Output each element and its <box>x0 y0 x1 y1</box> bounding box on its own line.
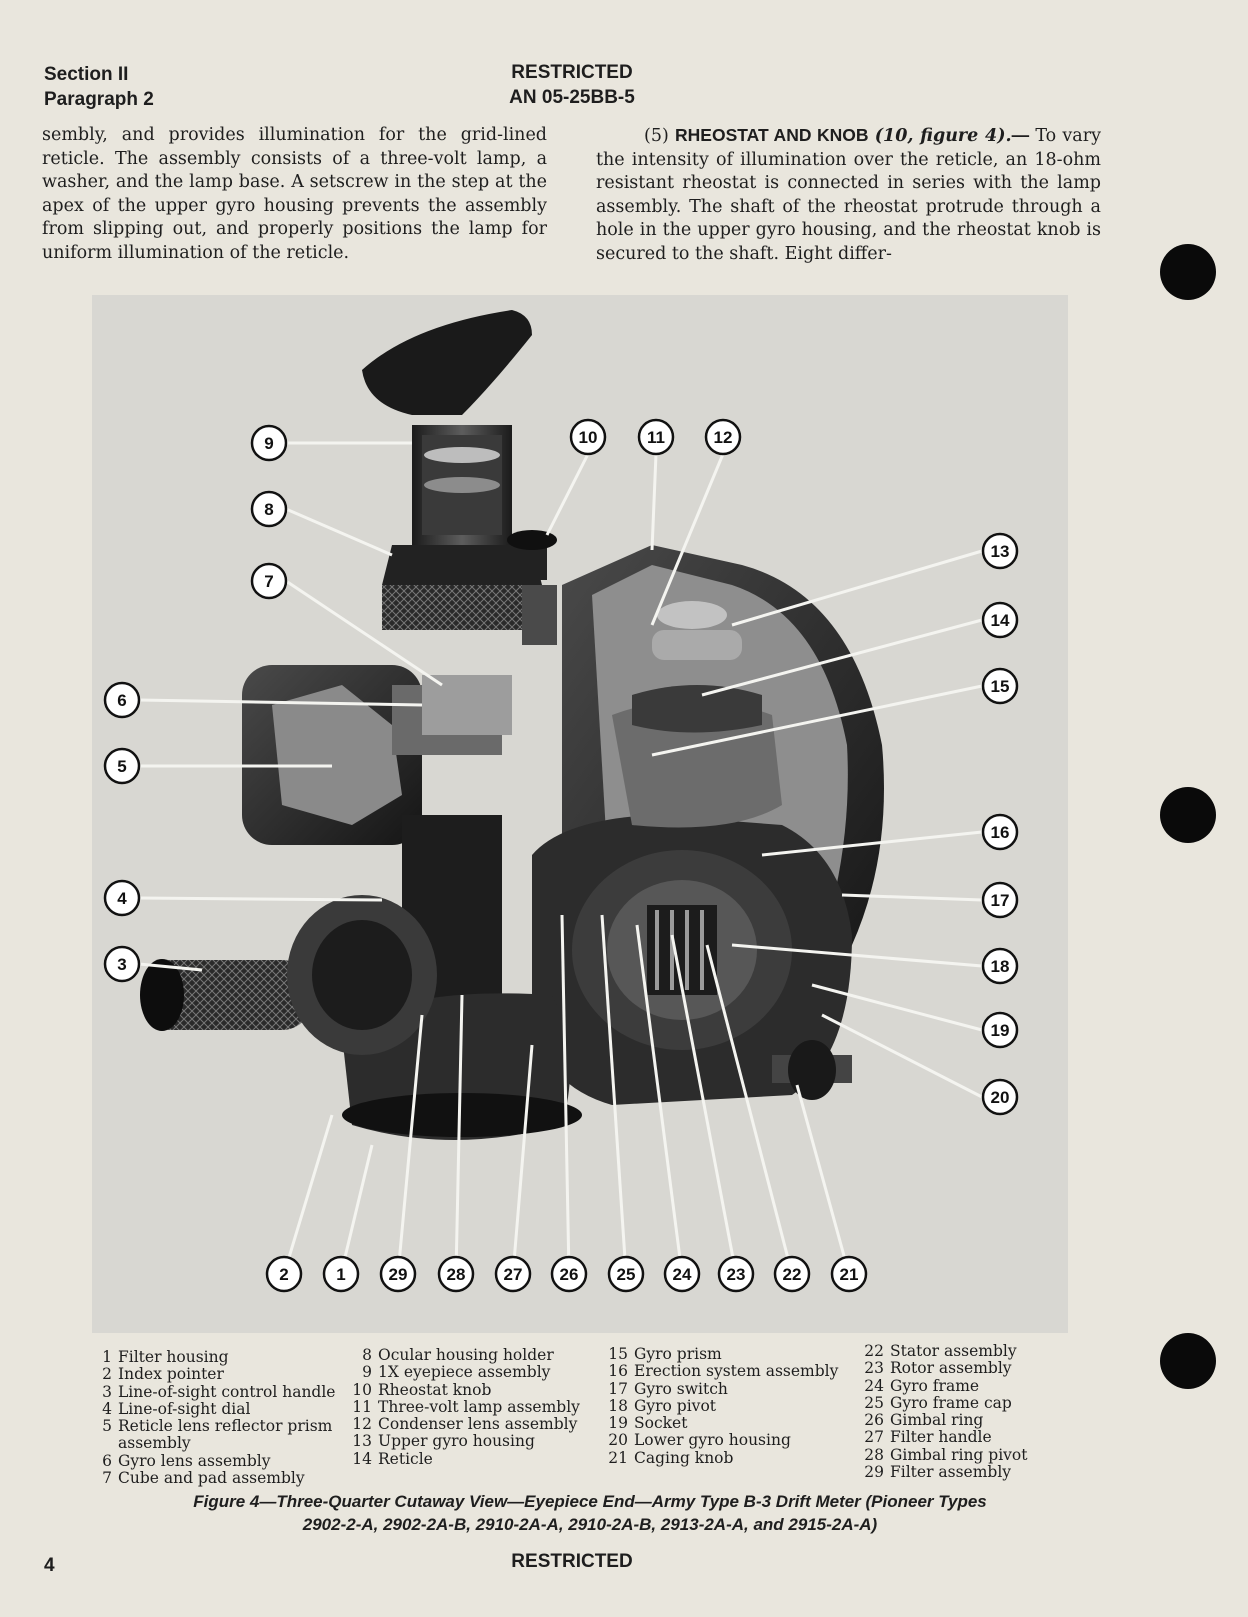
legend-item: 4 Line-of-sight dial <box>102 1399 251 1418</box>
callout-20 <box>983 1080 1017 1114</box>
page-header-center <box>472 60 672 110</box>
callout-15 <box>983 669 1017 703</box>
figure-reference: (10, figure 4). <box>874 126 1012 146</box>
legend-item: 13 Upper gyro housing <box>352 1432 535 1451</box>
binder-hole-2 <box>1160 787 1216 843</box>
svg-text:6: 6 <box>117 691 127 710</box>
legend-item-continuation: assembly <box>118 1434 191 1453</box>
callout-26 <box>552 1257 586 1291</box>
callout-25 <box>609 1257 643 1291</box>
svg-text:11: 11 <box>647 428 665 447</box>
legend-item: 23 Rotor assembly <box>864 1359 1012 1378</box>
legend-item: 15 Gyro prism <box>608 1345 722 1363</box>
body-column-left <box>42 124 547 265</box>
callout-28 <box>439 1257 473 1291</box>
callout-29 <box>381 1257 415 1291</box>
svg-text:8: 8 <box>264 500 274 519</box>
svg-text:18: 18 <box>990 957 1010 976</box>
svg-text:13: 13 <box>990 542 1010 561</box>
legend-item: 12 Condenser lens assembly <box>352 1415 578 1434</box>
legend-item: 1 Filter housing <box>102 1348 229 1366</box>
legend-item: 2 Index pointer <box>102 1365 224 1384</box>
legend-item: 20 Lower gyro housing <box>608 1431 791 1450</box>
legend-column-3 <box>608 1346 838 1467</box>
subsection-heading: RHEOSTAT AND KNOB <box>675 125 869 145</box>
svg-text:20: 20 <box>990 1088 1010 1107</box>
section-label: Section II <box>44 64 129 85</box>
body-column-right <box>596 124 1101 266</box>
eyecup-shape <box>362 310 532 415</box>
body-text-left: sembly, and provides illumination for the grid-lined reticle. The assembly consists of a three-volt lamp, a washer, and the lamp base. A setscrew in the step at the apex of the upper gyro housing prevents the assembly from slipping out, and properly positions the lamp for uniform illumination of the reticle. <box>42 125 547 263</box>
legend-item: 5 Reticle lens reflector prism <box>102 1417 333 1436</box>
legend-column-1 <box>92 1349 335 1487</box>
svg-text:25: 25 <box>616 1265 636 1284</box>
classification-marking-bottom: RESTRICTED <box>511 1551 633 1572</box>
callout-6 <box>105 683 139 717</box>
page-header-section <box>44 62 154 112</box>
svg-text:29: 29 <box>388 1265 408 1284</box>
legend-item: 19 Socket <box>608 1414 688 1433</box>
legend-item: 21 Caging knob <box>608 1448 734 1467</box>
figure-caption <box>100 1490 1080 1536</box>
legend-item: 11 Three-volt lamp assembly <box>352 1397 580 1416</box>
callout-17 <box>983 883 1017 917</box>
svg-text:15: 15 <box>990 677 1010 696</box>
figure-4-cutaway-illustration <box>92 295 1068 1333</box>
svg-text:23: 23 <box>726 1265 746 1284</box>
legend-item: 16 Erection system assembly <box>608 1362 839 1381</box>
caption-line-2: 2902-2-A, 2902-2A-B, 2910-2A-A, 2910-2A-B, 2913-2A-A, and 2915-2A-A) <box>302 1515 878 1534</box>
legend-item: 22 Stator assembly <box>864 1342 1017 1360</box>
svg-text:3: 3 <box>117 955 127 974</box>
svg-text:1: 1 <box>336 1265 346 1284</box>
svg-text:7: 7 <box>264 572 274 591</box>
callout-3 <box>105 947 139 981</box>
callout-11 <box>639 420 673 454</box>
subsection-number: (5) <box>644 126 669 146</box>
callout-22 <box>775 1257 809 1291</box>
caption-line-1: Figure 4—Three-Quarter Cutaway View—Eyepiece End—Army Type B-3 Drift Meter (Pioneer Types <box>193 1492 987 1511</box>
binder-hole-1 <box>1160 244 1216 300</box>
legend-item: 8 Ocular housing holder <box>362 1346 554 1364</box>
callout-7 <box>252 564 286 598</box>
legend-item: 7 Cube and pad assembly <box>102 1469 305 1488</box>
callout-16 <box>983 815 1017 849</box>
callout-13 <box>983 534 1017 568</box>
legend-item: 25 Gyro frame cap <box>864 1393 1012 1412</box>
callout-21 <box>832 1257 866 1291</box>
classification-marking-top: RESTRICTED <box>511 62 633 83</box>
svg-text:12: 12 <box>713 428 733 447</box>
svg-text:4: 4 <box>117 889 127 908</box>
legend-item: 3 Line-of-sight control handle <box>102 1382 336 1401</box>
legend-item: 29 Filter assembly <box>864 1463 1012 1482</box>
binder-hole-3 <box>1160 1333 1216 1389</box>
callout-23 <box>719 1257 753 1291</box>
legend-item: 17 Gyro switch <box>608 1379 728 1398</box>
svg-text:26: 26 <box>559 1265 579 1284</box>
callout-12 <box>706 420 740 454</box>
paragraph-label: Paragraph 2 <box>44 89 154 110</box>
svg-text:14: 14 <box>990 611 1010 630</box>
svg-text:10: 10 <box>578 428 598 447</box>
legend-item: 18 Gyro pivot <box>608 1396 717 1415</box>
heading-dash: — <box>1011 125 1030 145</box>
legend-item: 10 Rheostat knob <box>352 1380 492 1399</box>
legend-item: 27 Filter handle <box>864 1428 992 1447</box>
legend-item: 28 Gimbal ring pivot <box>864 1445 1028 1464</box>
legend-item: 26 Gimbal ring <box>864 1411 984 1430</box>
legend-item: 9 1X eyepiece assembly <box>362 1363 551 1382</box>
svg-text:5: 5 <box>117 757 127 776</box>
legend-item: 14 Reticle <box>352 1449 433 1468</box>
legend-column-2 <box>352 1347 580 1468</box>
callout-8 <box>252 492 286 526</box>
callout-5 <box>105 749 139 783</box>
svg-text:9: 9 <box>264 434 274 453</box>
legend-item: 24 Gyro frame <box>864 1376 980 1395</box>
callout-4 <box>105 881 139 915</box>
svg-text:27: 27 <box>503 1265 523 1284</box>
page-number: 4 <box>44 1555 55 1576</box>
svg-text:28: 28 <box>446 1265 466 1284</box>
callout-2 <box>267 1257 301 1291</box>
legend-item: 6 Gyro lens assembly <box>102 1451 271 1470</box>
svg-text:19: 19 <box>990 1021 1010 1040</box>
callout-14 <box>983 603 1017 637</box>
svg-text:2: 2 <box>279 1265 289 1284</box>
callout-10 <box>571 420 605 454</box>
callout-19 <box>983 1013 1017 1047</box>
svg-text:22: 22 <box>782 1265 802 1284</box>
callout-9 <box>252 426 286 460</box>
svg-text:17: 17 <box>990 891 1010 910</box>
svg-text:21: 21 <box>839 1265 859 1284</box>
document-number: AN 05-25BB-5 <box>509 87 635 108</box>
body-text-right: To vary the intensity of illumination over the reticle, an 18-ohm resistant rheostat is connected in series with the lamp assembly. The shaft of the rheostat protrude through a hole in the upper gyro housing, and the rheostat knob is secured to the shaft. Eight differ- <box>596 126 1101 264</box>
callout-1 <box>324 1257 358 1291</box>
callout-18 <box>983 949 1017 983</box>
svg-text:16: 16 <box>990 823 1010 842</box>
callout-27 <box>496 1257 530 1291</box>
callout-24 <box>665 1257 699 1291</box>
legend-column-4 <box>864 1343 1027 1481</box>
drift-meter-drawing <box>92 295 1068 1333</box>
svg-text:24: 24 <box>672 1265 692 1284</box>
